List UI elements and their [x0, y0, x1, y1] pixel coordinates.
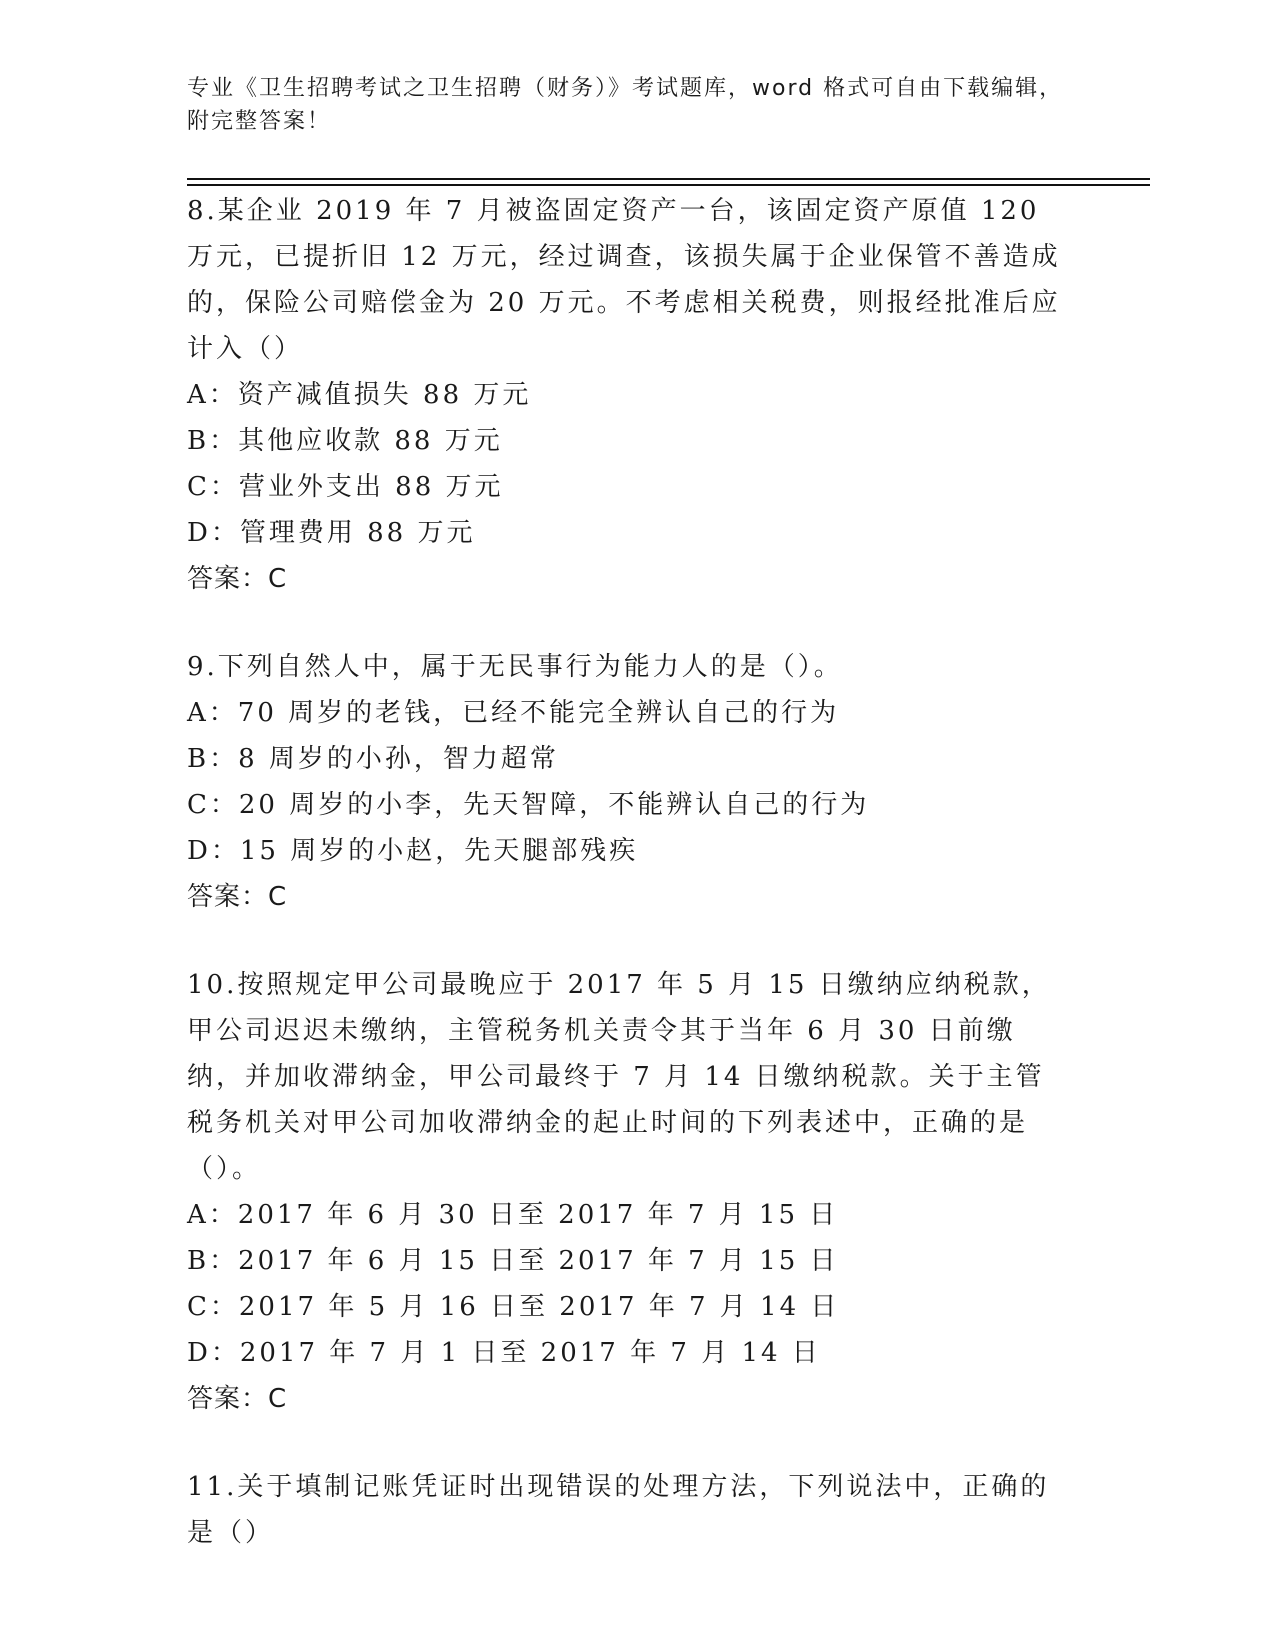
option-d: D：2017 年 7 月 1 日至 2017 年 7 月 14 日	[187, 1338, 821, 1368]
option-d: D：15 周岁的小赵，先天腿部残疾	[187, 836, 639, 866]
option-b: B：其他应收款 88 万元	[187, 426, 503, 456]
question-stem: 8.某企业 2019 年 7 月被盗固定资产一台，该固定资产原值 120 万元，已提折旧 12 万元，经过调查，该损失属于企业保管不善造成的，保险公司赔偿金为 20 万元。不考虑相关税费，则报经批准后应计入（）	[187, 196, 1061, 364]
question-stem: 11.关于填制记账凭证时出现错误的处理方法，下列说法中，正确的是（）	[187, 1472, 1050, 1548]
option-a: A：2017 年 6 月 30 日至 2017 年 7 月 15 日	[187, 1200, 839, 1230]
header-divider-top	[187, 178, 1150, 180]
question-list	[187, 188, 1067, 1598]
document-header: 专业《卫生招聘考试之卫生招聘（财务）》考试题库，word 格式可自由下载编辑，附完整答案！	[187, 76, 1064, 134]
option-a: A：资产减值损失 88 万元	[187, 380, 532, 410]
question-10	[187, 962, 1067, 1422]
question-8	[187, 188, 1067, 602]
question-9	[187, 644, 1067, 920]
question-11	[187, 1464, 1067, 1556]
option-b: B：8 周岁的小孙，智力超常	[187, 744, 559, 774]
answer: 答案：C	[187, 564, 288, 594]
option-c: C：20 周岁的小李，先天智障，不能辨认自己的行为	[187, 790, 870, 820]
header-divider-bottom	[187, 184, 1150, 186]
option-d: D：管理费用 88 万元	[187, 518, 476, 548]
answer: 答案：C	[187, 1384, 288, 1414]
answer: 答案：C	[187, 882, 288, 912]
option-b: B：2017 年 6 月 15 日至 2017 年 7 月 15 日	[187, 1246, 839, 1276]
option-a: A：70 周岁的老钱，已经不能完全辨认自己的行为	[187, 698, 840, 728]
option-c: C：营业外支出 88 万元	[187, 472, 504, 502]
option-c: C：2017 年 5 月 16 日至 2017 年 7 月 14 日	[187, 1292, 840, 1322]
question-stem: 9.下列自然人中，属于无民事行为能力人的是（）。	[187, 652, 843, 682]
question-stem: 10.按照规定甲公司最晚应于 2017 年 5 月 15 日缴纳应纳税款，甲公司迟迟未缴纳，主管税务机关责令其于当年 6 月 30 日前缴纳，并加收滞纳金，甲公司最终于 7 月 14 日缴纳税款。关于主管税务机关对甲公司加收滞纳金的起止时间的下列表述中，正确的是（）。	[187, 970, 1051, 1184]
